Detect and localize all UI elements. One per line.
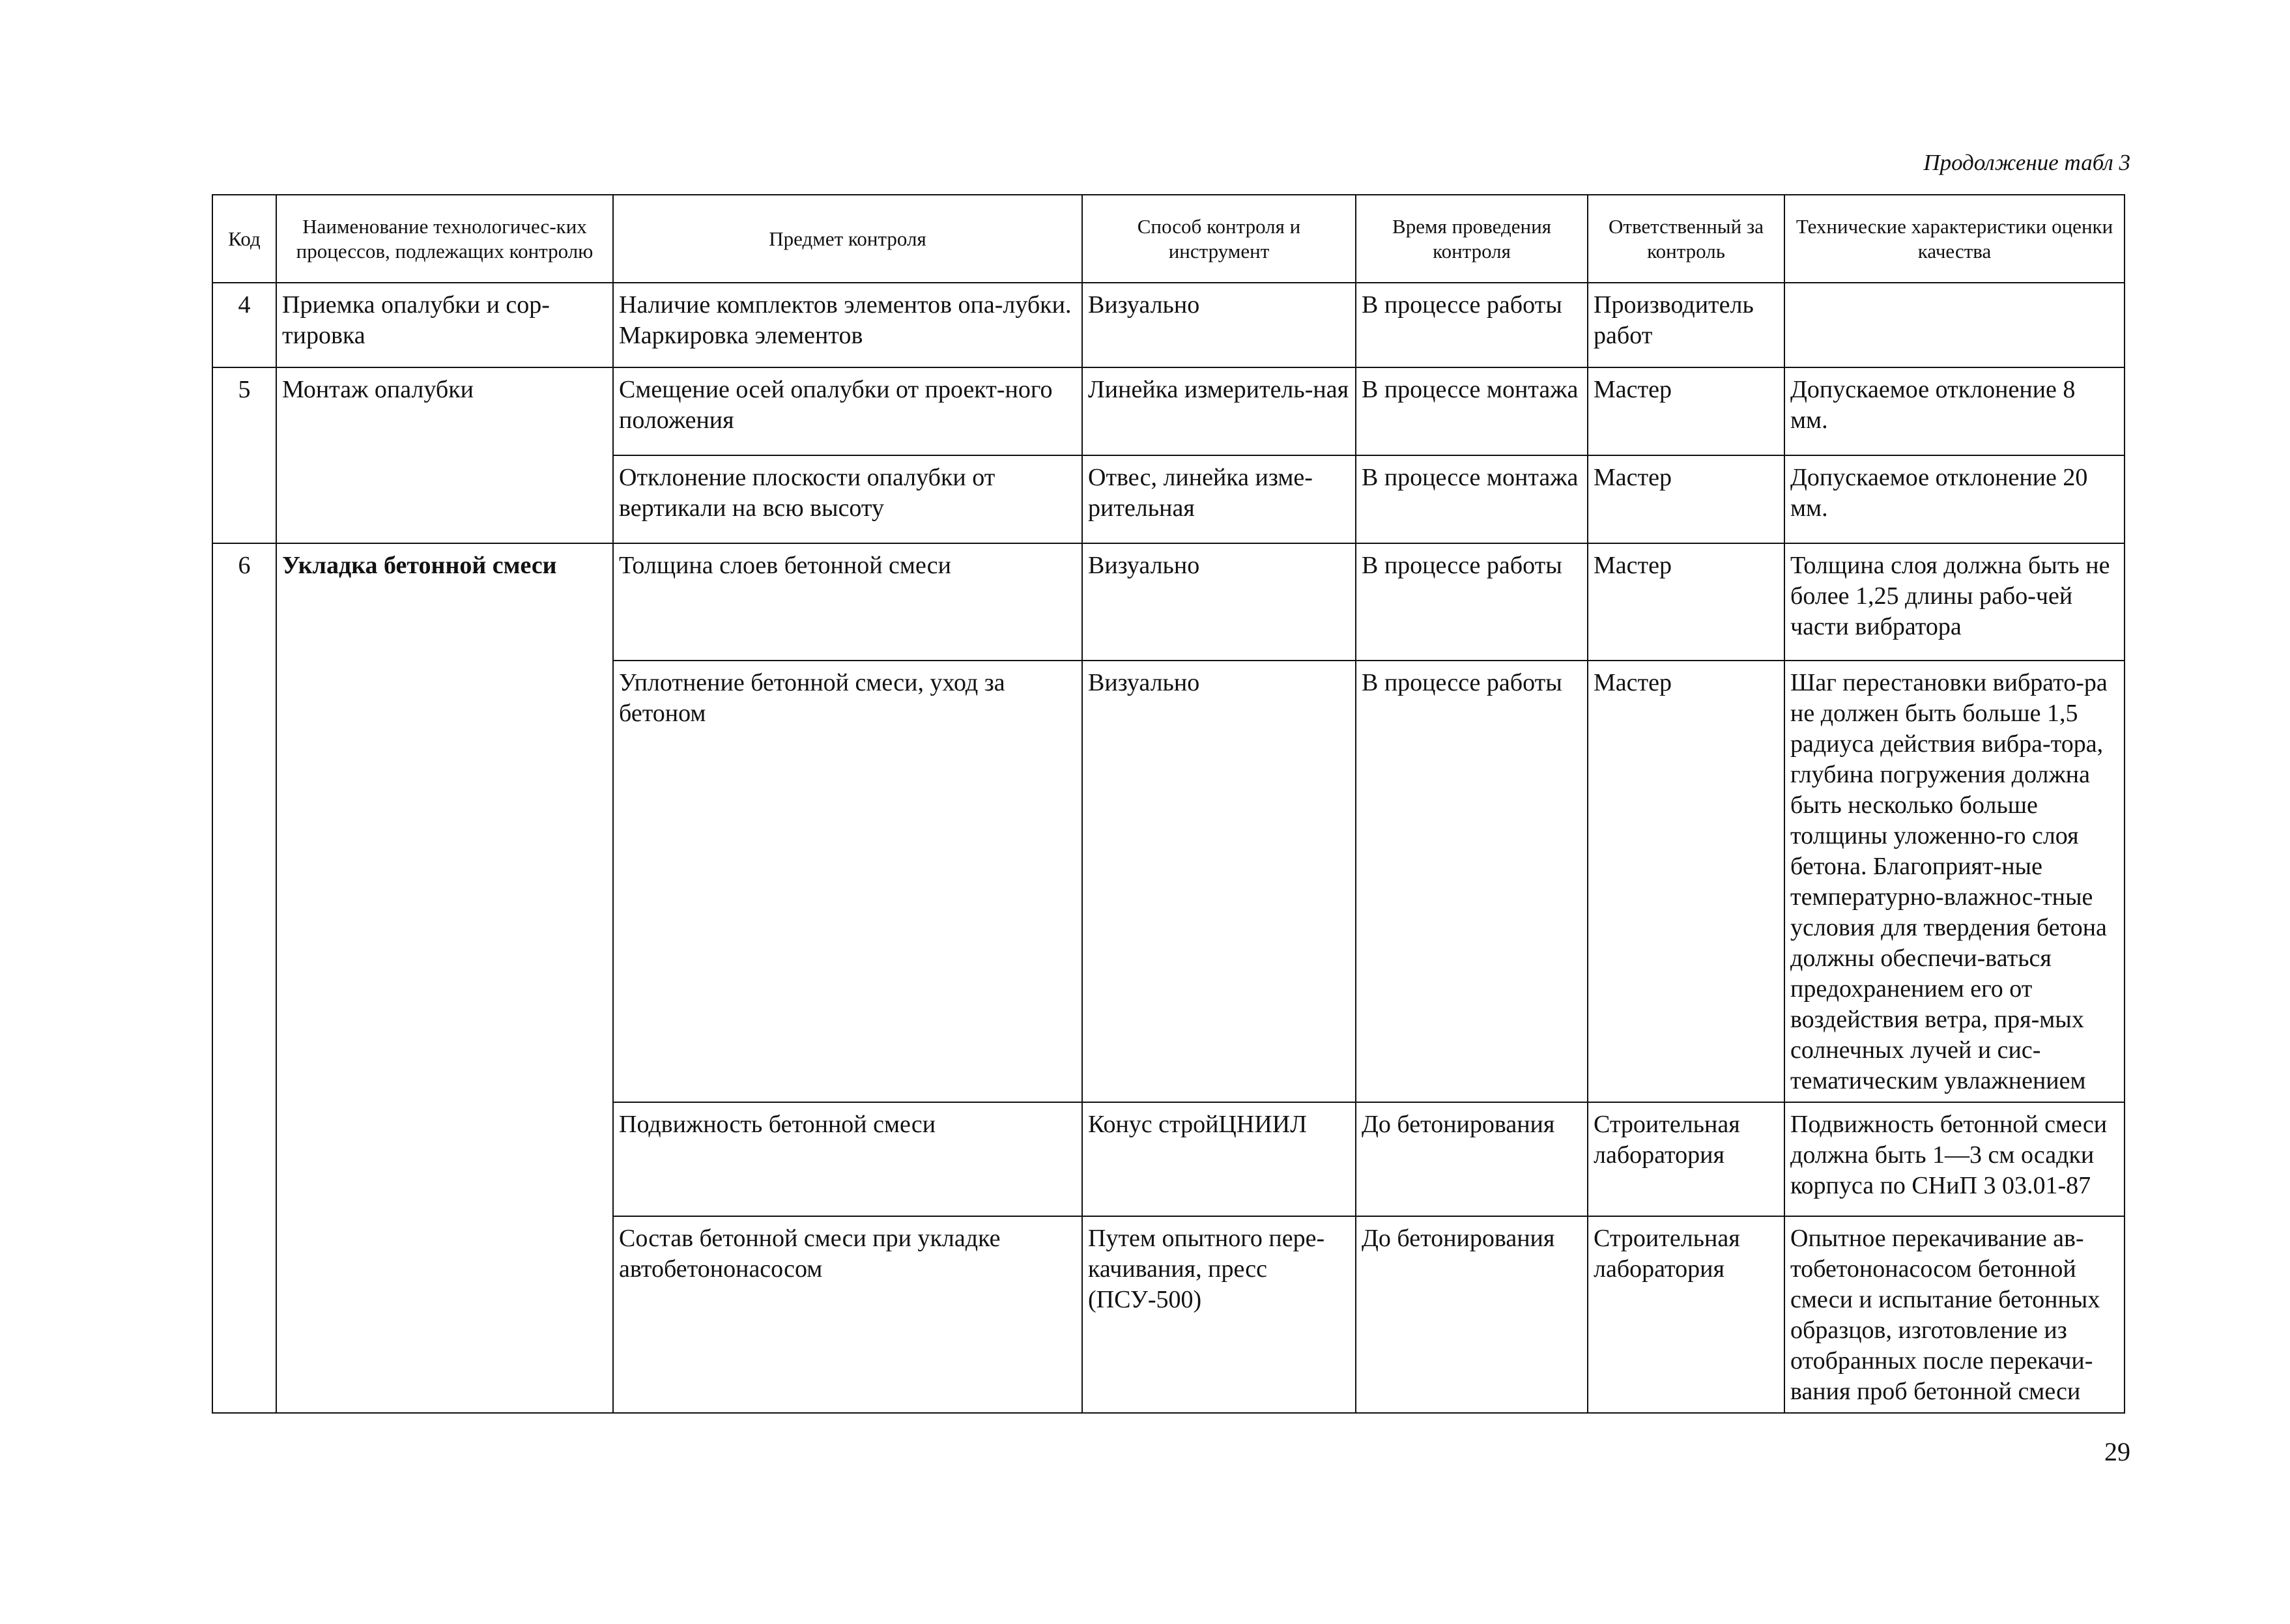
cell-responsible: Производитель работ [1588,283,1784,367]
cell-method: Визуально [1082,661,1356,1102]
cell-criteria: Шаг перестановки вибрато-ра не должен быть больше 1,5 радиуса действия вибра-тора, глубина погружения должна быть несколько больше толщины уложенно-го слоя бетона. Благоприят-ные температурно-влажнос-тные условия для твердения бетона должны обеспечи-ваться предохранением его от воздействия ветра, пря-мых солнечных лучей и сис-тематическим увлажнением [1784,661,2125,1102]
cell-subject: Уплотнение бетонной смеси, уход за бетоном [613,661,1082,1102]
quality-control-table [212,194,2125,1414]
cell-responsible: Мастер [1588,661,1784,1102]
cell-code: 6 [212,543,276,1413]
cell-method: Линейка измеритель-ная [1082,367,1356,455]
cell-criteria: Подвижность бетонной смеси должна быть 1—3 см осадки корпуса по СНиП 3 03.01-87 [1784,1102,2125,1216]
cell-subject: Толщина слоев бетонной смеси [613,543,1082,661]
cell-time: В процессе работы [1356,661,1588,1102]
cell-method: Отвес, линейка изме-рительная [1082,455,1356,543]
cell-criteria: Допускаемое отклонение 20 мм. [1784,455,2125,543]
cell-subject: Наличие комплектов элементов опа-лубки. Маркировка элементов [613,283,1082,367]
header-time: Время проведения контроля [1356,195,1588,283]
cell-process: Приемка опалубки и сор-тировка [276,283,613,367]
cell-criteria: Опытное перекачивание ав-тобетононасосом бетонной смеси и испытание бетонных образцов, изготовление из отобранных после перекачи-вания проб бетонной смеси [1784,1216,2125,1413]
header-method: Способ контроля и инструмент [1082,195,1356,283]
cell-time: До бетонирования [1356,1216,1588,1413]
cell-code: 5 [212,367,276,543]
cell-time: В процессе работы [1356,543,1588,661]
cell-subject: Состав бетонной смеси при укладке автобетононасосом [613,1216,1082,1413]
header-process: Наименование технологичес-ких процессов, подлежащих контролю [276,195,613,283]
cell-responsible: Мастер [1588,543,1784,661]
header-responsible: Ответственный за контроль [1588,195,1784,283]
header-subject: Предмет контроля [613,195,1082,283]
cell-method: Путем опытного пере-качивания, пресс (ПСУ-500) [1082,1216,1356,1413]
cell-responsible: Строительная лаборатория [1588,1216,1784,1413]
page-number: 29 [2104,1437,2130,1466]
cell-time: До бетонирования [1356,1102,1588,1216]
cell-method: Конус стройЦНИИЛ [1082,1102,1356,1216]
cell-code: 4 [212,283,276,367]
header-criteria: Технические характеристики оценки качества [1784,195,2125,283]
cell-method: Визуально [1082,283,1356,367]
cell-time: В процессе работы [1356,283,1588,367]
cell-criteria [1784,283,2125,367]
cell-criteria: Толщина слоя должна быть не более 1,25 длины рабо-чей части вибратора [1784,543,2125,661]
header-code: Код [212,195,276,283]
cell-responsible: Мастер [1588,367,1784,455]
cell-responsible: Мастер [1588,455,1784,543]
cell-method: Визуально [1082,543,1356,661]
cell-subject: Смещение осей опалубки от проект-ного положения [613,367,1082,455]
cell-subject: Отклонение плоскости опалубки от вертикали на всю высоту [613,455,1082,543]
cell-subject: Подвижность бетонной смеси [613,1102,1082,1216]
cell-process: Укладка бетонной смеси [276,543,613,1413]
table-row [212,543,2125,661]
cell-criteria: Допускаемое отклонение 8 мм. [1784,367,2125,455]
cell-time: В процессе монтажа [1356,455,1588,543]
table-row [212,367,2125,455]
cell-responsible: Строительная лаборатория [1588,1102,1784,1216]
cell-time: В процессе монтажа [1356,367,1588,455]
table-caption: Продолжение табл 3 [1923,150,2130,175]
table-header-row [212,195,2125,283]
table-row [212,283,2125,367]
cell-process: Монтаж опалубки [276,367,613,543]
